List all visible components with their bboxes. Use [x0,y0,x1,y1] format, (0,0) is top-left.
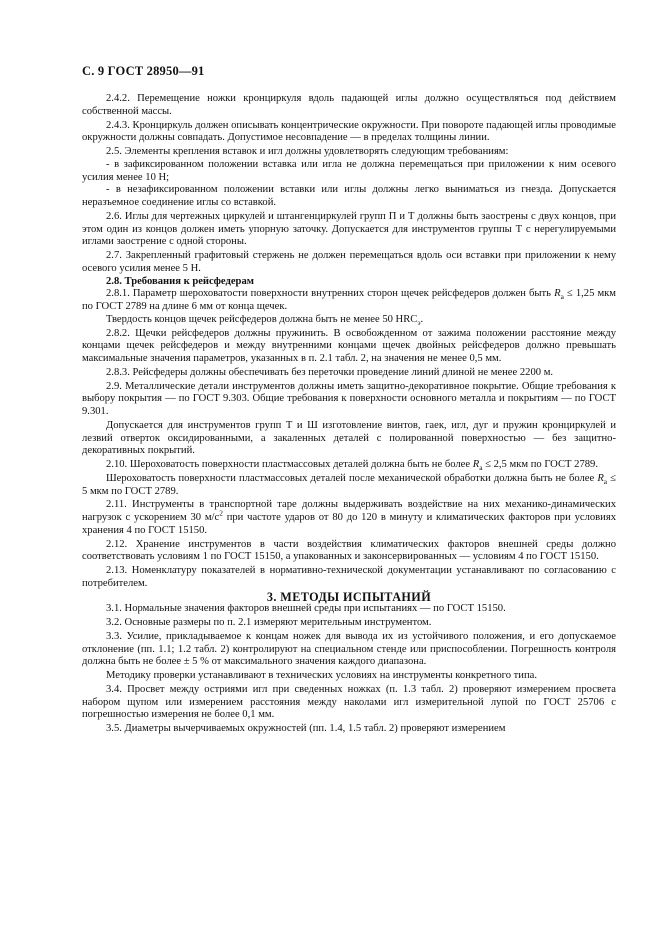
paragraph: Допускается для инструментов групп Т и Ш изготовление винтов, гаек, игл, дуг и пружин кронциркулей и лезвий отверток оксидированными, а закаленных деталей с полированной поверхностью — без защитно-декоративных покрытий. [82,419,616,457]
list-item: - в зафиксированном положении вставка или игла не должна перемещаться при приложении к ним осевого усилия менее 10 Н; [82,158,616,183]
paragraph: 2.6. Иглы для чертежных циркулей и штангенциркулей групп П и Т должны быть заострены с двух концов, при этом один из концов должен иметь упорную заточку. Допускается для инструментов группы Т с нерегулируемыми иглами заострение с одной стороны. [82,210,616,248]
paragraph: 2.4.3. Кронциркуль должен описывать концентрические окружности. При повороте падающей иглы проводимые окружности должны совпадать. Допустимое несовпадение — в пределах толщины линии. [82,119,616,144]
paragraph: 3.3. Усилие, прикладываемое к концам ножек для вывода их из устойчивого положения, и его допускаемое отклонение (пп. 1.1; 1.2 табл. 2) контролируют на специальном стенде или приспособлении. Погрешность контроля должна быть не более ± 5 % от максимального значения каждого диапазона. [82,630,616,668]
paragraph: 3.2. Основные размеры по п. 2.1 измеряют мерительным инструментом. [106,617,432,628]
paragraph-2-8-1 [82,288,616,314]
text: ≤ 2,5 мкм по ГОСТ 2789. [482,459,598,470]
text: Шероховатость поверхности пластмассовых деталей после механической обработки должна быть не более [106,472,598,484]
symbol: R [597,472,604,484]
list-item: - в незафиксированном положении вставки или иглы должны легко выниматься из гнезда. Допускается неразъемное соединение иглы со вставкой. [82,184,616,208]
paragraph: Методику проверки устанавливают в технических условиях на инструменты конкретного типа. [106,670,537,681]
paragraph: 2.9. Металлические детали инструментов должны иметь защитно-декоративное покрытие. Общие требования к выбору покрытия — по ГОСТ 9.303. Общие требования к поверхности основного металла и покрытиям — по ГОСТ 9.301. [82,380,616,417]
paragraph: 2.8.2. Щечки рейсфедеров должны пружинить. В освобожденном от зажима положении расстояние между концами щечек рейсфедеров и между внутренними концами щечек двойных рейсфедеров должно превышать максимальные значения параметров, указанных в п. 2.1 табл. 2, на значения не менее 0,5 мм. [82,327,616,364]
text: Твердость концов щечек рейсфедеров должна быть не менее 50 HRC [106,313,418,325]
paragraph: 2.7. Закрепленный графитовый стержень не должен перемещаться вдоль оси вставки при приложении к нему осевого усилия менее 5 Н. [82,250,616,274]
paragraph-2-11 [82,499,616,537]
text: 2.8.1. Параметр шероховатости поверхности внутренних сторон щечек рейсфедеров должен быть [106,288,555,300]
text: ≤ 1,25 мкм по ГОСТ 2789 на длине 6 мм от конца щечек. [82,288,616,312]
text: . [420,313,424,325]
paragraph: 3.1. Нормальные значения факторов внешней среды при испытаниях — по ГОСТ 15150. [106,603,506,615]
superscript: 2 [219,508,223,518]
paragraph: 3.4. Просвет между остриями игл при сведенных ножках (п. 1.3 табл. 2) проверяют измерением просвета набором щупом или измерением расстояния между наколами игл измерительной лупой по ГОСТ 25706 с погрешностью измерения не более 0,1 мм. [82,683,616,721]
page-header: С. 9 ГОСТ 28950—91 [82,64,205,78]
paragraph: 2.5. Элементы крепления вставок и игл должны удовлетворять следующим требованиям: [106,146,509,157]
text: 2.10. Шероховатость поверхности пластмассовых деталей должна быть не более [106,459,473,470]
subscript: э [417,317,421,327]
section-title: 3. МЕТОДЫ ИСПЫТАНИЙ [266,589,432,604]
subscript: a [603,476,608,486]
paragraph: 2.4.2. Перемещение ножки кронциркуля вдоль падающей иглы должно осуществляться под действием собственной массы. [82,93,616,117]
symbol: R [554,288,561,300]
text: 2.11. Инструменты в транспортной таре должны выдерживать воздействие на них механико-динамических нагрузок с ускорением 30 м/с [82,499,616,523]
paragraph: 2.13. Номенклатуру показателей в нормативно-технической документации устанавливают по согласованию с потребителем. [82,565,616,589]
subsection-heading: 2.8. Требования к рейсфедерам [106,275,254,287]
paragraph: 2.8.3. Рейсфедеры должны обеспечивать без переточки проведение линий длиной не менее 2200 м. [106,366,554,378]
paragraph: 2.12. Хранение инструментов в части воздействия климатических факторов внешней среды должно соответствовать условиям 1 по ГОСТ 15150, а упакованных и законсервированных — условиям 4 по ГОСТ 15150. [82,538,616,563]
paragraph-2-10 [82,459,616,472]
paragraph-2-10-b [82,473,616,499]
paragraph: 3.5. Диаметры вычерчиваемых окружностей (пп. 1.4, 1.5 табл. 2) проверяют измерением [106,723,506,734]
text: ≤ 5 мкм по ГОСТ 2789. [82,472,616,497]
text: при частоте ударов от 80 до 120 в минуту и климатических факторов при условиях хранения 4 по ГОСТ 15150. [82,512,616,536]
subscript: a [560,292,564,302]
subscript: a [479,463,483,473]
symbol: R [472,459,480,470]
document-body [82,93,616,736]
paragraph-hardness [82,314,616,327]
